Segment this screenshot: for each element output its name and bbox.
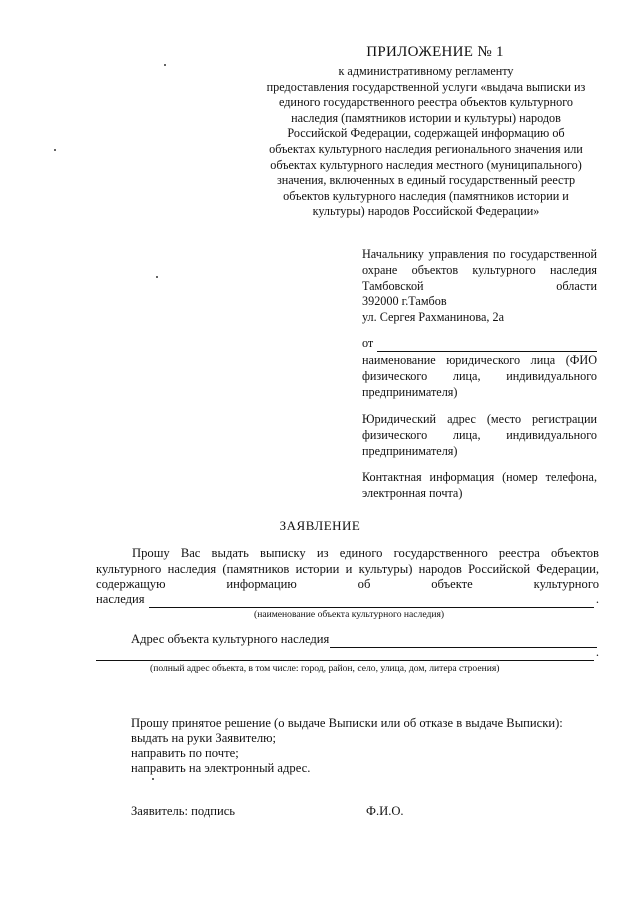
- scan-speck: [164, 64, 166, 66]
- request-option-post: направить по почте;: [131, 746, 239, 760]
- statement-paragraph: Прошу Вас выдать выписку из единого государственного реестра объектов культурного наследия (памятников истории и культуры) народов Российской Федерации, содержащую информацию об объекте культурного: [96, 546, 599, 592]
- request-option-email: направить на электронный адрес.: [131, 761, 311, 775]
- appendix-line: единого государственного реестра объектов культурного: [278, 95, 573, 110]
- scan-speck: [54, 149, 56, 151]
- heritage-row: [96, 593, 599, 608]
- address-caption: (полный адрес объекта, в том числе: город, район, село, улица, дом, литера строения): [150, 663, 500, 674]
- appendix-subtitle: [240, 64, 612, 220]
- scan-speck: [152, 778, 154, 780]
- sender-name-caption: наименование юридического лица (ФИО физического лица, индивидуального предпринимателя): [362, 353, 597, 399]
- heritage-name-line: [149, 596, 594, 608]
- heritage-caption: (наименование объекта культурного наследия): [254, 609, 445, 620]
- addressee-block: Начальнику управления по государственной охране объектов культурного наследия Тамбовской области: [362, 247, 597, 293]
- appendix-line: Российской Федерации, содержащей информацию об: [287, 126, 565, 141]
- appendix-line: предоставления государственной услуги «выдача выписки из: [266, 79, 586, 94]
- heritage-end-dot: .: [595, 592, 599, 607]
- appendix-line: значения, включенных в единый государственный реестр: [276, 173, 576, 188]
- sender-from-row: [362, 338, 597, 352]
- addressee-city: 392000 г.Тамбов: [362, 294, 447, 308]
- heritage-label: наследия: [96, 592, 145, 607]
- address-line-2: [96, 649, 594, 661]
- address-row-2: [96, 647, 599, 661]
- signature-fio: Ф.И.О.: [366, 804, 404, 818]
- request-option-hand: выдать на руки Заявителю;: [131, 731, 277, 745]
- sender-legal-address: Юридический адрес (место регистрации физического лица, индивидуального предпринимателя): [362, 412, 597, 458]
- statement-title: ЗАЯВЛЕНИЕ: [279, 518, 361, 533]
- signature-label: Заявитель: подпись: [131, 804, 236, 818]
- address-label: Адрес объекта культурного наследия: [131, 632, 330, 647]
- appendix-line: объектах культурного наследия местного (муниципального): [270, 157, 582, 172]
- sender-name-line: [377, 340, 597, 352]
- sender-contact: Контактная информация (номер телефона, электронная почта): [362, 470, 597, 500]
- sender-from-label: от: [362, 336, 374, 351]
- address-end-dot: .: [595, 645, 599, 660]
- appendix-line: культуры) народов Российской Федерации»: [312, 204, 540, 219]
- addressee-street: ул. Сергея Рахманинова, 2а: [362, 310, 504, 324]
- appendix-line: наследия (памятников истории и культуры) народов: [291, 110, 561, 125]
- appendix-line: объектов культурного наследия (памятников истории и: [283, 188, 569, 203]
- address-row: [131, 633, 597, 648]
- request-line-1: Прошу принятое решение (о выдаче Выписки или об отказе в выдаче Выписки):: [131, 716, 563, 730]
- scan-speck: [156, 276, 158, 278]
- appendix-line: к административному регламенту: [338, 64, 514, 78]
- appendix-title: ПРИЛОЖЕНИЕ № 1: [366, 44, 504, 60]
- appendix-line: объектах культурного наследия регионального значения или: [269, 141, 583, 156]
